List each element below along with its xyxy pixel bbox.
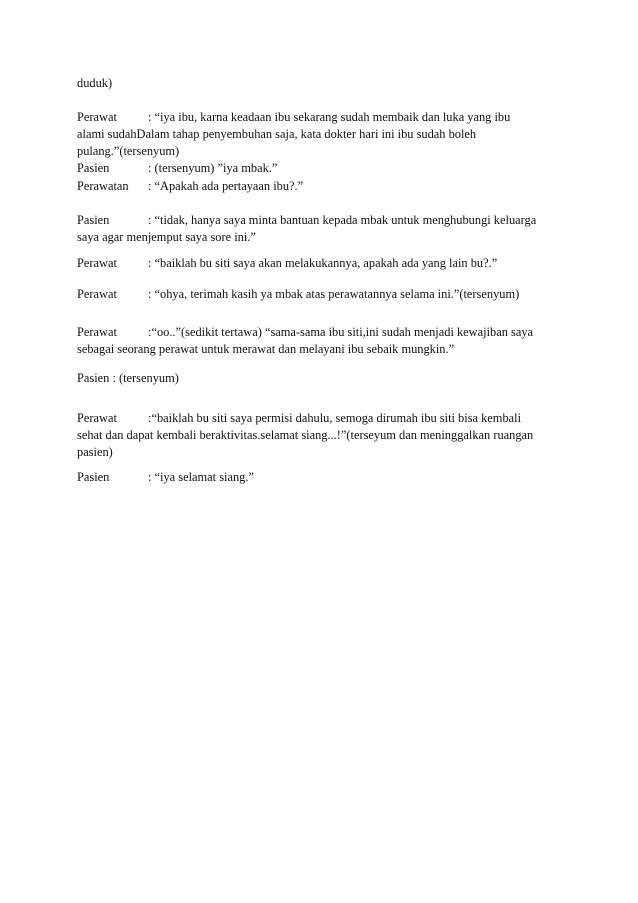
text-line: saya agar menjemput saya sore ini.”	[77, 230, 256, 244]
paragraph-pasien-4	[77, 469, 567, 486]
speaker-label: Perawat	[77, 110, 117, 124]
text-line: sehat dan dapat kembali beraktivitas.selamat siang...!”(terseyum dan meninggalkan ruangan	[77, 428, 534, 442]
paragraph-pasien-2	[77, 212, 567, 246]
dialogue-line	[77, 410, 567, 427]
dialogue-line	[77, 178, 567, 195]
speaker-label: Perawat	[77, 411, 117, 425]
dialogue-line	[77, 324, 567, 341]
paragraph-perawat-5	[77, 410, 567, 461]
speaker-label: Perawat	[77, 287, 117, 301]
dialogue-line	[77, 109, 567, 126]
paragraph-perawat-2	[77, 255, 567, 272]
dialogue-text: :“oo..”(sedikit tertawa) “sama-sama ibu siti,ini sudah menjadi kewajiban saya	[148, 325, 534, 339]
dialogue-text: : “tidak, hanya saya minta bantuan kepada mbak untuk menghubungi keluarga	[148, 213, 537, 227]
paragraph-pasien-3	[77, 370, 567, 387]
dialogue-line	[77, 160, 567, 177]
text-line: pasien)	[77, 445, 113, 459]
text-line: Pasien : (tersenyum)	[77, 371, 179, 385]
dialogue-line	[77, 469, 567, 486]
speaker-label: Perawat	[77, 256, 117, 270]
speaker-label: Perawatan	[77, 179, 129, 193]
dialogue-text: :“baiklah bu siti saya permisi dahulu, semoga dirumah ibu siti bisa kembali	[148, 411, 522, 425]
dialogue-text: : “iya selamat siang.”	[148, 470, 254, 484]
dialogue-text: : “Apakah ada pertayaan ibu?.”	[148, 179, 304, 193]
paragraph-perawatan	[77, 178, 567, 195]
paragraph-perawat-3	[77, 286, 567, 303]
text-line: sebagai seorang perawat untuk merawat dan melayani ibu sebaik mungkin.”	[77, 342, 455, 356]
dialogue-text: : “baiklah bu siti saya akan melakukannya, apakah ada yang lain bu?.”	[148, 256, 498, 270]
dialogue-text: : “iya ibu, karna keadaan ibu sekarang sudah membaik dan luka yang ibu	[148, 110, 511, 124]
text-line: pulang.”(tersenyum)	[77, 144, 180, 158]
speaker-label: Pasien	[77, 161, 110, 175]
dialogue-line	[77, 286, 567, 303]
speaker-label: Perawat	[77, 325, 117, 339]
dialogue-text: : “ohya, terimah kasih ya mbak atas perawatannya selama ini.”(tersenyum)	[148, 287, 520, 301]
speaker-label: Pasien	[77, 213, 110, 227]
paragraph-perawat-1	[77, 109, 567, 177]
speaker-label: Pasien	[77, 470, 110, 484]
dialogue-line	[77, 255, 567, 272]
text-line: duduk)	[77, 76, 113, 90]
paragraph-duduk	[77, 75, 567, 92]
paragraph-perawat-4	[77, 324, 567, 358]
dialogue-text: : (tersenyum) ”iya mbak.”	[148, 161, 278, 175]
dialogue-line	[77, 212, 567, 229]
text-line: alami sudahDalam tahap penyembuhan saja, kata dokter hari ini ibu sudah boleh	[77, 127, 477, 141]
